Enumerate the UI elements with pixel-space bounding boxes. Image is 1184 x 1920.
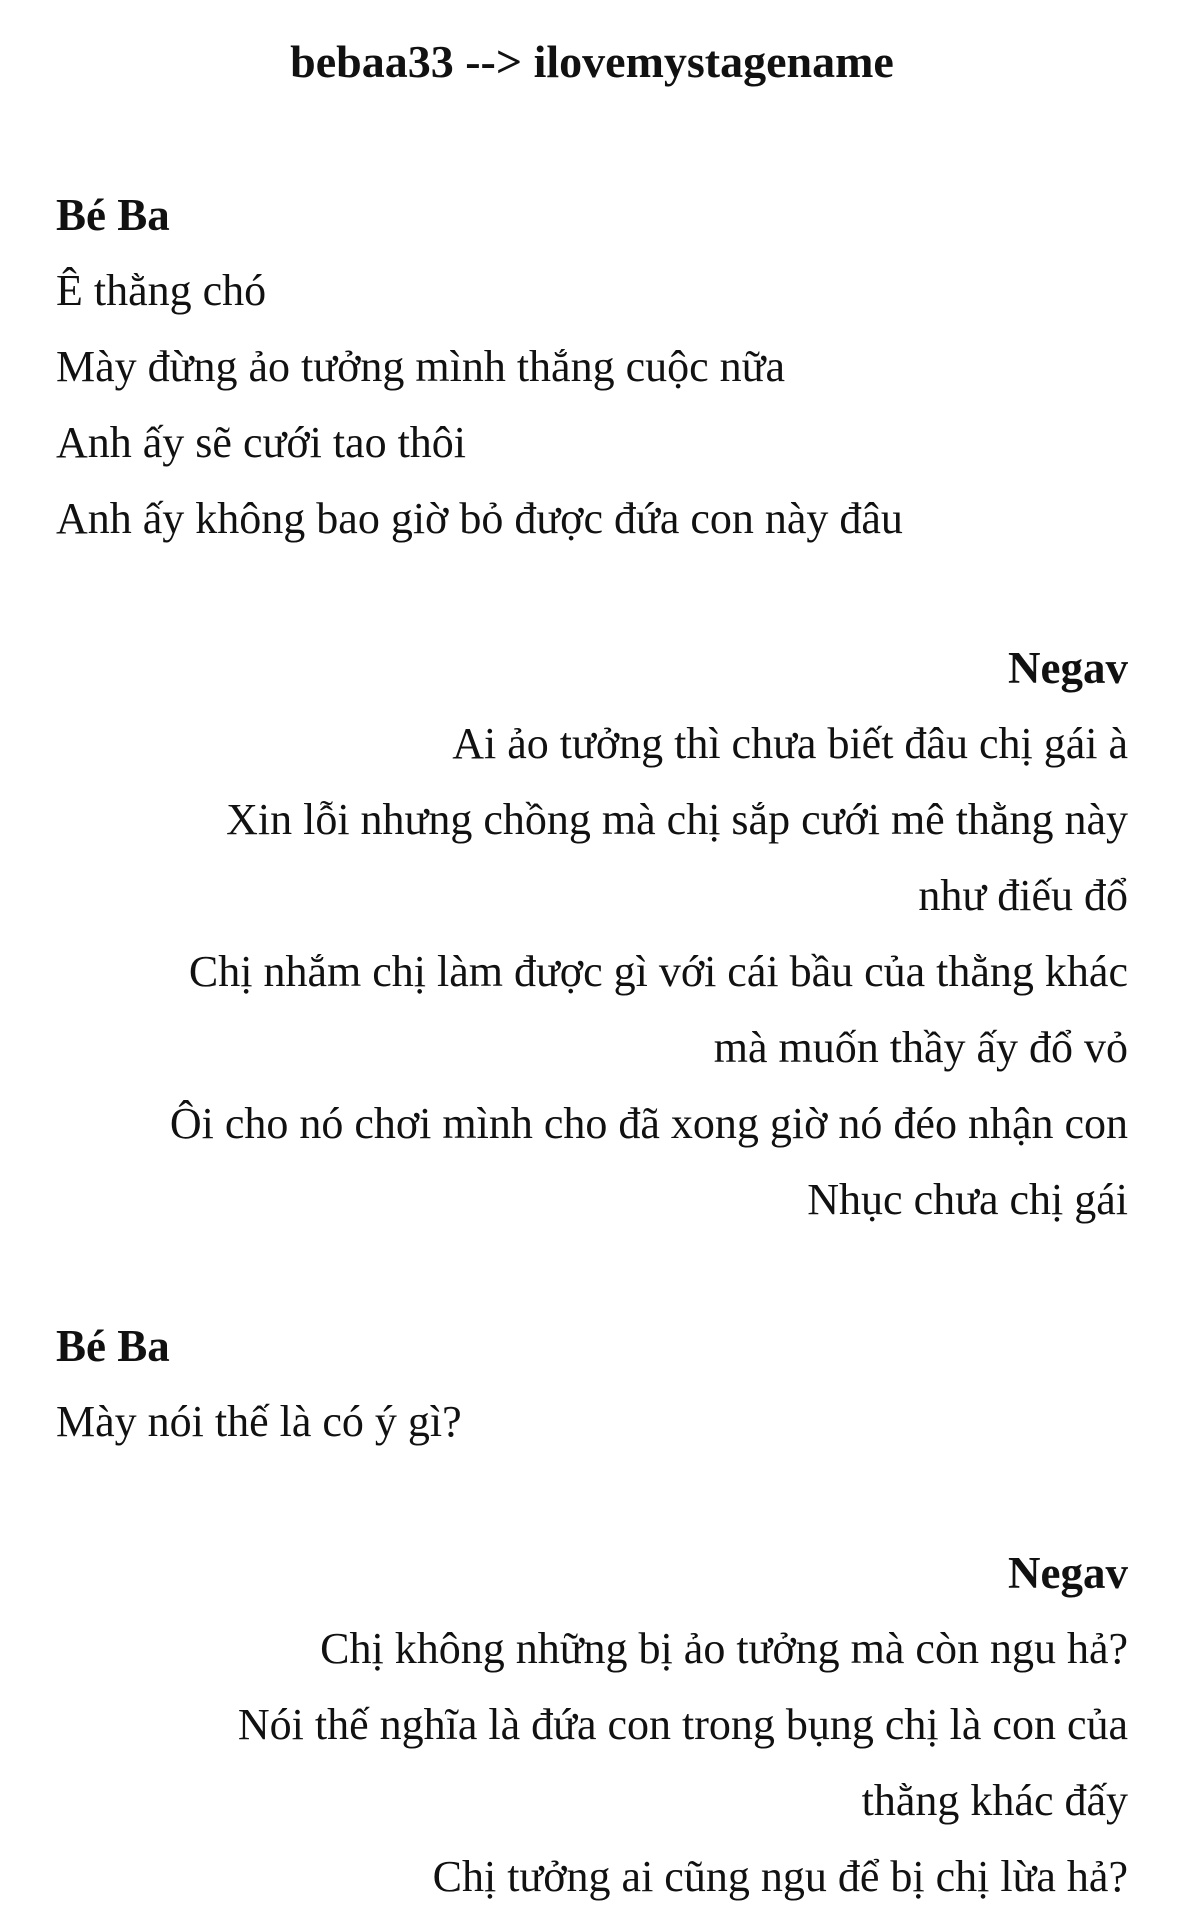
dialogue-line: mà muốn thầy ấy đổ vỏ	[713, 1023, 1128, 1072]
dialogue-block-be-ba-2	[56, 1308, 1128, 1460]
dialogue-line: như điếu đổ	[918, 871, 1128, 920]
dialogue-line: Chị nhắm chị làm được gì với cái bầu của thằng khác	[188, 947, 1128, 996]
speaker-name: Bé Ba	[56, 1321, 170, 1371]
dialogue-block-negav-2	[56, 1535, 1128, 1915]
speaker-name: Bé Ba	[56, 190, 170, 240]
speaker-name: Negav	[1008, 643, 1128, 693]
dialogue-line: Nhục chưa chị gái	[807, 1175, 1128, 1224]
dialogue-line: Chị không những bị ảo tưởng mà còn ngu hả?	[320, 1624, 1128, 1673]
dialogue-line: Nói thế nghĩa là đứa con trong bụng chị là con của	[237, 1700, 1128, 1749]
speaker-name: Negav	[1008, 1548, 1128, 1598]
dialogue-line: Anh ấy không bao giờ bỏ được đứa con này đâu	[56, 494, 903, 543]
dialogue-line: Mày đừng ảo tưởng mình thắng cuộc nữa	[56, 342, 786, 391]
dialogue-line: thằng khác đấy	[861, 1776, 1128, 1825]
dialogue-line: Chị tưởng ai cũng ngu để bị chị lừa hả?	[432, 1852, 1128, 1901]
dialogue-block-negav-1	[56, 630, 1128, 1238]
dialogue-line: Anh ấy sẽ cưới tao thôi	[56, 418, 467, 467]
dialogue-block-be-ba-1	[56, 177, 1128, 557]
dialogue-line: Ai ảo tưởng thì chưa biết đâu chị gái à	[452, 719, 1128, 768]
dialogue-line: Ôi cho nó chơi mình cho đã xong giờ nó đéo nhận con	[169, 1099, 1128, 1148]
dialogue-line: Mày nói thế là có ý gì?	[56, 1397, 462, 1446]
page-title: bebaa33 --> ilovemystagename	[290, 36, 894, 87]
dialogue-line: Xin lỗi nhưng chồng mà chị sắp cưới mê thằng này	[226, 795, 1128, 844]
dialogue-line: Ê thằng chó	[56, 266, 267, 315]
